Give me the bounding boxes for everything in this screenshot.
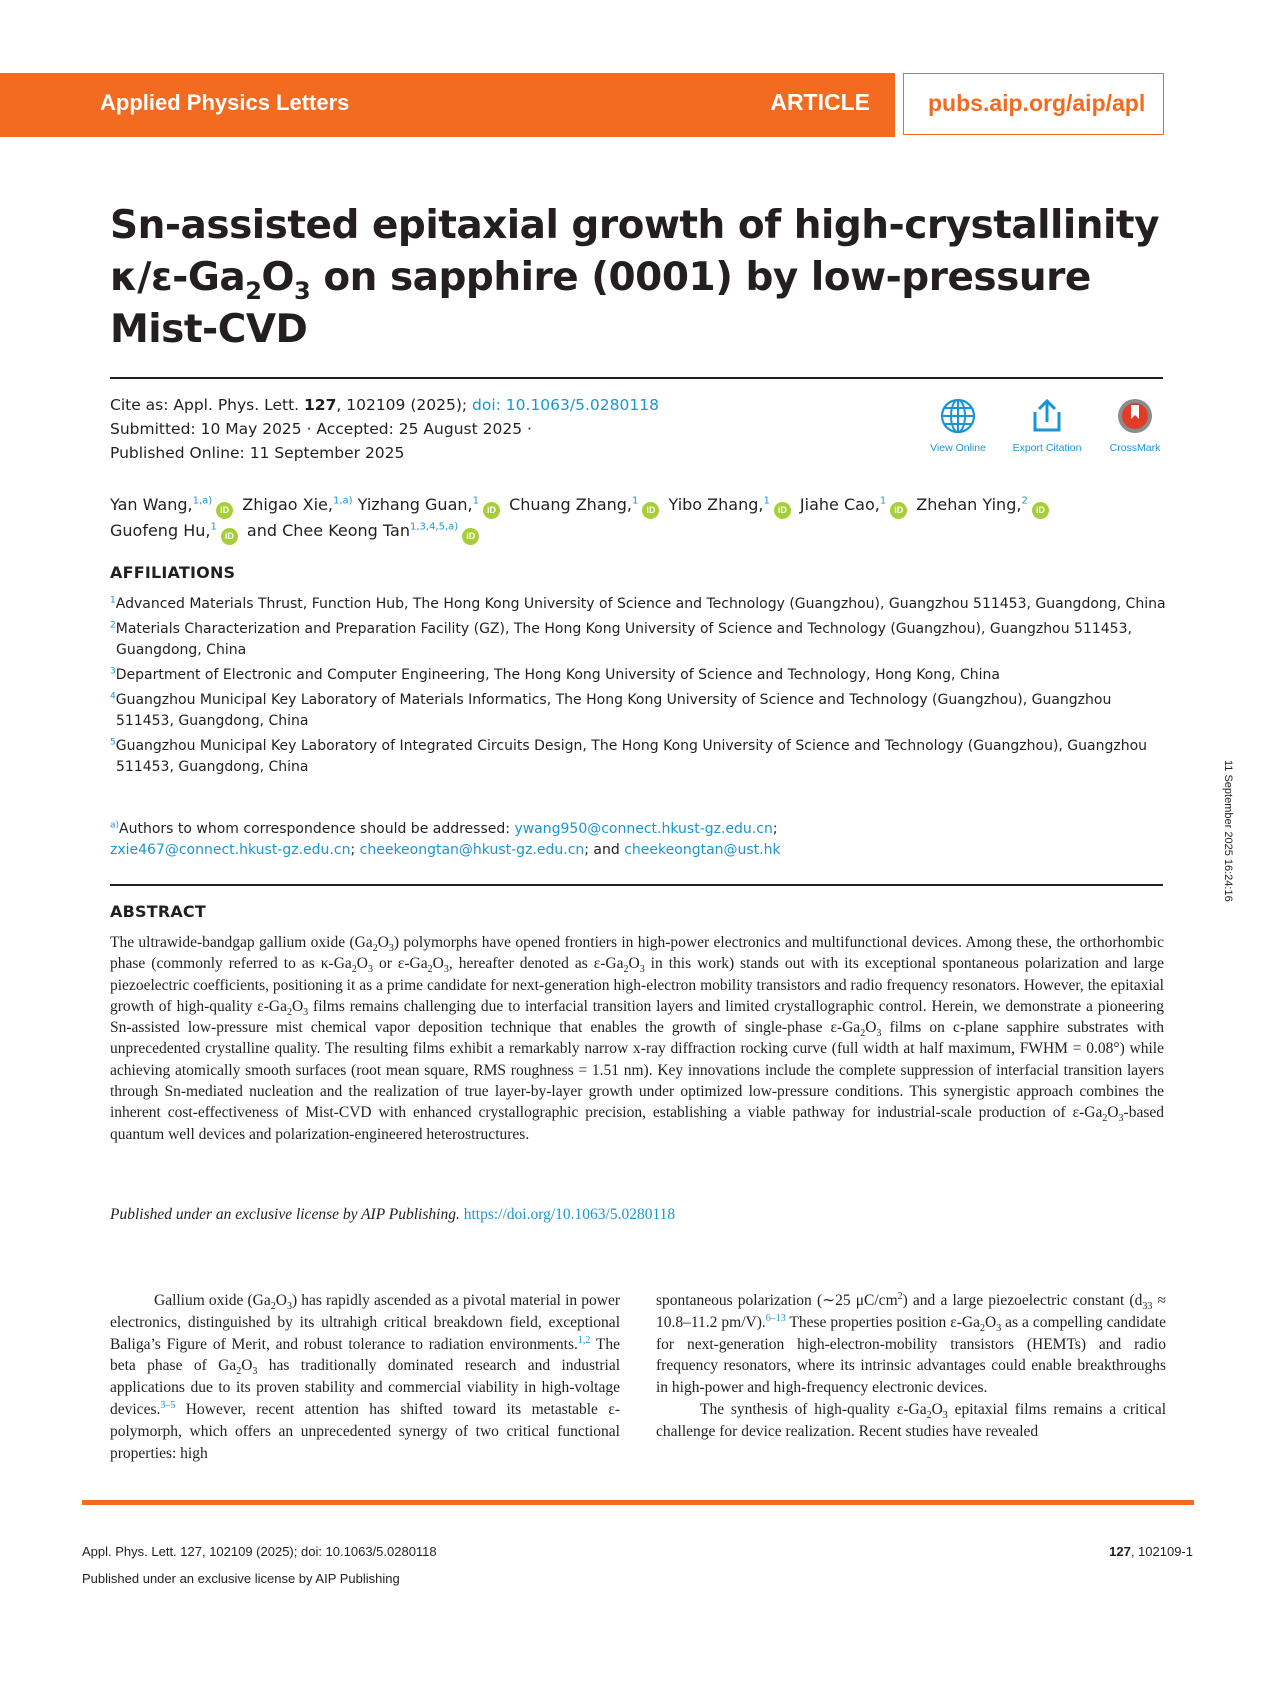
article-title: Sn-assisted epitaxial growth of high-crystallinity $\kappa/\varepsilon-Ga_2O_3$ on sapphire (0001) by low-pressure Mist-CVD xyxy=(110,203,1159,352)
author[interactable]: Chuang Zhang,$^1$iD xyxy=(509,495,663,514)
orcid-icon[interactable]: iD xyxy=(216,502,233,519)
affiliations-list xyxy=(110,594,1170,782)
affiliation-item: $^2$Materials Characterization and Preparation Facility (GZ), The Hong Kong University of Science and Technology (Guangzhou), Guangzhou 511453, Guangdong, China xyxy=(110,620,1132,658)
abstract-heading: ABSTRACT xyxy=(110,902,206,921)
journal-url-link[interactable]: pubs.aip.org/aip/apl xyxy=(928,90,1146,116)
orcid-icon[interactable]: iD xyxy=(462,528,479,545)
footer-rule xyxy=(82,1500,1194,1505)
submission-dates: Submitted: 10 May 2025 · Accepted: 25 August 2025 · xyxy=(110,420,532,438)
body-column-right xyxy=(656,1290,1166,1443)
orcid-icon[interactable]: iD xyxy=(774,502,791,519)
email-link[interactable]: cheekeongtan@hkust-gz.edu.cn xyxy=(359,842,585,858)
orcid-icon[interactable]: iD xyxy=(483,502,500,519)
doi-url-link[interactable]: https://doi.org/10.1063/5.0280118 xyxy=(463,1206,676,1223)
author[interactable]: Yan Wang,$^{1,a)}$iD xyxy=(110,495,237,514)
download-timestamp: 11 September 2025 16:24:16 xyxy=(1222,760,1234,902)
footer-license: Published under an exclusive license by AIP Publishing xyxy=(82,1571,400,1586)
author[interactable]: Guofeng Hu,$^1$iD xyxy=(110,521,242,540)
author[interactable]: Yibo Zhang,$^1$iD xyxy=(668,495,794,514)
affiliation-item: $^1$Advanced Materials Thrust, Function Hub, The Hong Kong University of Science and Technology (Guangzhou), Guangzhou 511453, Guangdong, China xyxy=(110,595,1166,612)
body-column-left xyxy=(110,1290,620,1464)
affiliation-item: $^3$Department of Electronic and Computer Engineering, The Hong Kong University of Science and Technology, Hong Kong, China xyxy=(110,666,1000,683)
globe-icon xyxy=(938,396,978,436)
affiliation-item: $^4$Guangzhou Municipal Key Laboratory of Materials Informatics, The Hong Kong University of Science and Technology (Guangzhou), Guangzhou 511453, Guangdong, China xyxy=(110,691,1112,729)
abstract-text: The ultrawide-bandgap gallium oxide $(Ga_2O_3)$ polymorphs have opened frontiers in high-power electronics and multifunctional devices. Among these, the orthorhombic phase (commonly referred to as $\kappa-Ga_2O_3$ or $\varepsilon-Ga_2O_3$, hereafter denoted as $\varepsilon-Ga_2O_3$ in this work) stands out with its exceptional spontaneous polarization and large piezoelectric coefficients, positioning it as a prime candidate for next-generation high-electron mobility transistors and radio frequency resonators. However, the epitaxial growth of high-quality $\varepsilon-Ga_2O_3$ films remains challenging due to interfacial transition layers and limited crystallographic control. Herein, we demonstrate a pioneering Sn-assisted low-pressure mist chemical vapor deposition technique that enables the growth of single-phase $\varepsilon-Ga_2O_3$ films on c-plane sapphire substrates with unprecedented crystalline quality. The resulting films exhibit a remarkably narrow x-ray diffraction rocking curve (full width at half maximum, FWHM = 0.08°) while achieving atomically smooth surfaces (root mean square, RMS roughness = 1.51 nm). Key innovations include the complete suppression of interfacial transition layers through Sn-mediated nucleation and the realization of true layer-by-layer growth under optimized low-pressure conditions. This synergistic approach combines the inherent cost-effectiveness of Mist-CVD with enhanced crystallographic precision, establishing a viable pathway for industrial-scale production of $\varepsilon-Ga_2O_3$-based quantum well devices and polarization-engineered heterostructures. xyxy=(110,934,1165,1143)
author[interactable]: Zhigao Xie,$^{1,a)}$ xyxy=(242,495,353,514)
footer-citation: Appl. Phys. Lett. 127, 102109 (2025); doi: 10.1063/5.0280118 xyxy=(82,1544,437,1559)
abstract-rule xyxy=(110,884,1163,886)
orcid-icon[interactable]: iD xyxy=(221,528,238,545)
affiliations-heading: AFFILIATIONS xyxy=(110,563,236,582)
body-paragraph: Gallium oxide $(Ga_2O_3)$ has rapidly ascended as a pivotal material in power electronics, distinguished by its ultrahigh critical breakdown field, exceptional Baliga’s Figure of Merit, and robust tolerance to radiation environments.$^{1,2}$ The beta phase of $Ga_2O_3$ has traditionally dominated research and industrial applications due to its proven stability and commercial viability in high-voltage devices.$^{3-5}$ However, recent attention has shifted toward its metastable ε-polymorph, which offers an unprecedented synergy of two critical functional properties: high xyxy=(110,1292,621,1462)
doi-link[interactable]: doi: 10.1063/5.0280118 xyxy=(472,396,659,414)
export-citation-button[interactable]: Export Citation xyxy=(997,396,1097,454)
view-online-button[interactable]: View Online xyxy=(908,396,1008,454)
crossmark-icon xyxy=(1115,396,1155,436)
correspondence-note: $^{a)}$Authors to whom correspondence should be addressed: ywang950@connect.hkust-gz.edu.cn; zxie467@connect.hkust-gz.edu.cn; cheekeongtan@hkust-gz.edu.cn; and cheekeongtan@ust.hk xyxy=(110,820,781,858)
affiliation-item: $^5$Guangzhou Municipal Key Laboratory of Integrated Circuits Design, The Hong Kong University of Science and Technology (Guangzhou), Guangzhou 511453, Guangdong, China xyxy=(110,737,1148,775)
email-link[interactable]: cheekeongtan@ust.hk xyxy=(624,842,781,858)
journal-name[interactable]: Applied Physics Letters xyxy=(100,90,350,115)
crossmark-button[interactable]: CrossMark xyxy=(1085,396,1185,454)
citation-block: Cite as: Appl. Phys. Lett. 127, 102109 (2025); doi: 10.1063/5.0280118 Submitted: 10 May 2025 · Accepted: 25 August 2025 · Published Online: 11 September 2025 xyxy=(110,396,659,462)
body-paragraph: The synthesis of high-quality $\varepsilon-Ga_2O_3$ epitaxial films remains a critical challenge for device realization. Recent studies have revealed xyxy=(656,1400,1166,1440)
author[interactable]: Jiahe Cao,$^1$iD xyxy=(800,495,911,514)
orcid-icon[interactable]: iD xyxy=(1032,502,1049,519)
article-type-label: ARTICLE xyxy=(770,89,870,115)
published-online: Published Online: 11 September 2025 xyxy=(110,444,405,462)
author-list xyxy=(110,493,1170,545)
author[interactable]: and Chee Keong Tan$^{1,3,4,5,a)}$iD xyxy=(247,521,483,540)
orcid-icon[interactable]: iD xyxy=(642,502,659,519)
orcid-icon[interactable]: iD xyxy=(890,502,907,519)
footer-page-number: 127, 102109-1 xyxy=(1109,1544,1193,1559)
title-rule xyxy=(110,377,1163,379)
email-link[interactable]: ywang950@connect.hkust-gz.edu.cn xyxy=(514,821,773,837)
email-link[interactable]: zxie467@connect.hkust-gz.edu.cn xyxy=(110,842,351,858)
author[interactable]: Zhehan Ying,$^2$iD xyxy=(916,495,1053,514)
body-paragraph: spontaneous polarization (∼25 $\mu C/cm^2$) and a large piezoelectric constant ($d_{33} \approx 10.8-11.2$ pm/V).$^{6-13}$ These properties position $\varepsilon-Ga_2O_3$ as a compelling candidate for next-generation high-electron-mobility transistors (HEMTs) and radio frequency resonators, where its intrinsic advantages could enable breakthroughs in high-power and high-frequency electronic devices. xyxy=(656,1290,1166,1397)
author[interactable]: Yizhang Guan,$^1$iD xyxy=(358,495,504,514)
export-icon xyxy=(1027,396,1067,436)
license-statement: Published under an exclusive license by AIP Publishing. https://doi.org/10.1063/5.0280118 xyxy=(110,1206,676,1223)
